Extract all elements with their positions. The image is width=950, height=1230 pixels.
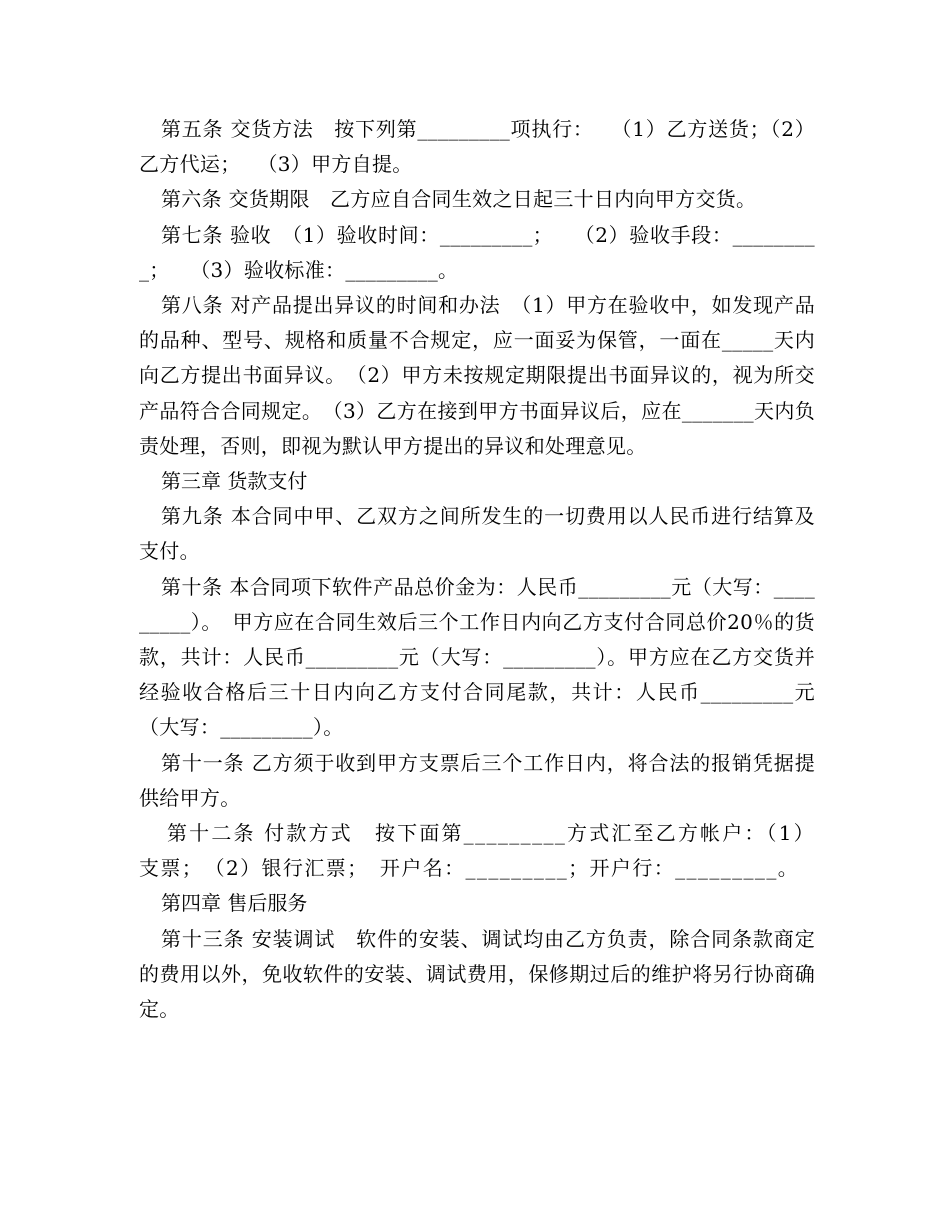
- article-5-delivery-method: 第五条 交货方法 按下列第_________项执行： （1）乙方送货；（2）乙方代运； （3）甲方自提。: [139, 117, 815, 177]
- article-11-receipt: 第十一条 乙方须于收到甲方支票后三个工作日内，将合法的报销凭据提供给甲方。: [139, 750, 815, 810]
- article-8-objection: 第八条 对产品提出异议的时间和办法 （1）甲方在验收中，如发现产品的品种、型号、规格和质量不合规定，应一面妥为保管，一面在_____天内向乙方提出书面异议。 （2）甲方未按规定期限提出书面异议的，视为所交产品符合合同规定。 （3）乙方在接到甲方书面异议后，应在_______天内负责处理，否则，即视为默认甲方提出的异议和处理意见。: [139, 293, 815, 458]
- article-6-delivery-period: 第六条 交货期限 乙方应自合同生效之日起三十日内向甲方交货。: [161, 187, 757, 212]
- chapter-4-heading: 第四章 售后服务: [161, 891, 308, 916]
- article-12-payment-method: 第十二条 付款方式 按下面第_________方式汇至乙方帐户：（1）支票； （2）银行汇票； 开户名：_________；开户行：_________。: [139, 821, 815, 881]
- chapter-3-heading: 第三章 货款支付: [161, 469, 308, 494]
- article-7-acceptance: 第七条 验收 （1）验收时间：_________； （2）验收手段：_________； （3）验收标准：_________。: [139, 222, 815, 282]
- article-9-currency: 第九条 本合同中甲、乙双方之间所发生的一切费用以人民币进行结算及支付。: [139, 504, 815, 564]
- article-13-installation: 第十三条 安装调试 软件的安装、调试均由乙方负责，除合同条款商定的费用以外，免收软件的安装、调试费用，保修期过后的维护将另行协商确定。: [139, 926, 815, 1022]
- contract-page: [139, 112, 815, 1027]
- article-10-price: 第十条 本合同项下软件产品总价金为：人民币_________元（大写：_________）。 甲方应在合同生效后三个工作日内向乙方支付合同总价20％的货款，共计：人民币_________元（大写：_________）。甲方应在乙方交货并经验收合格后三十日内向乙方支付合同尾款，共计：人民币_________元（大写：_________）。: [139, 574, 815, 740]
